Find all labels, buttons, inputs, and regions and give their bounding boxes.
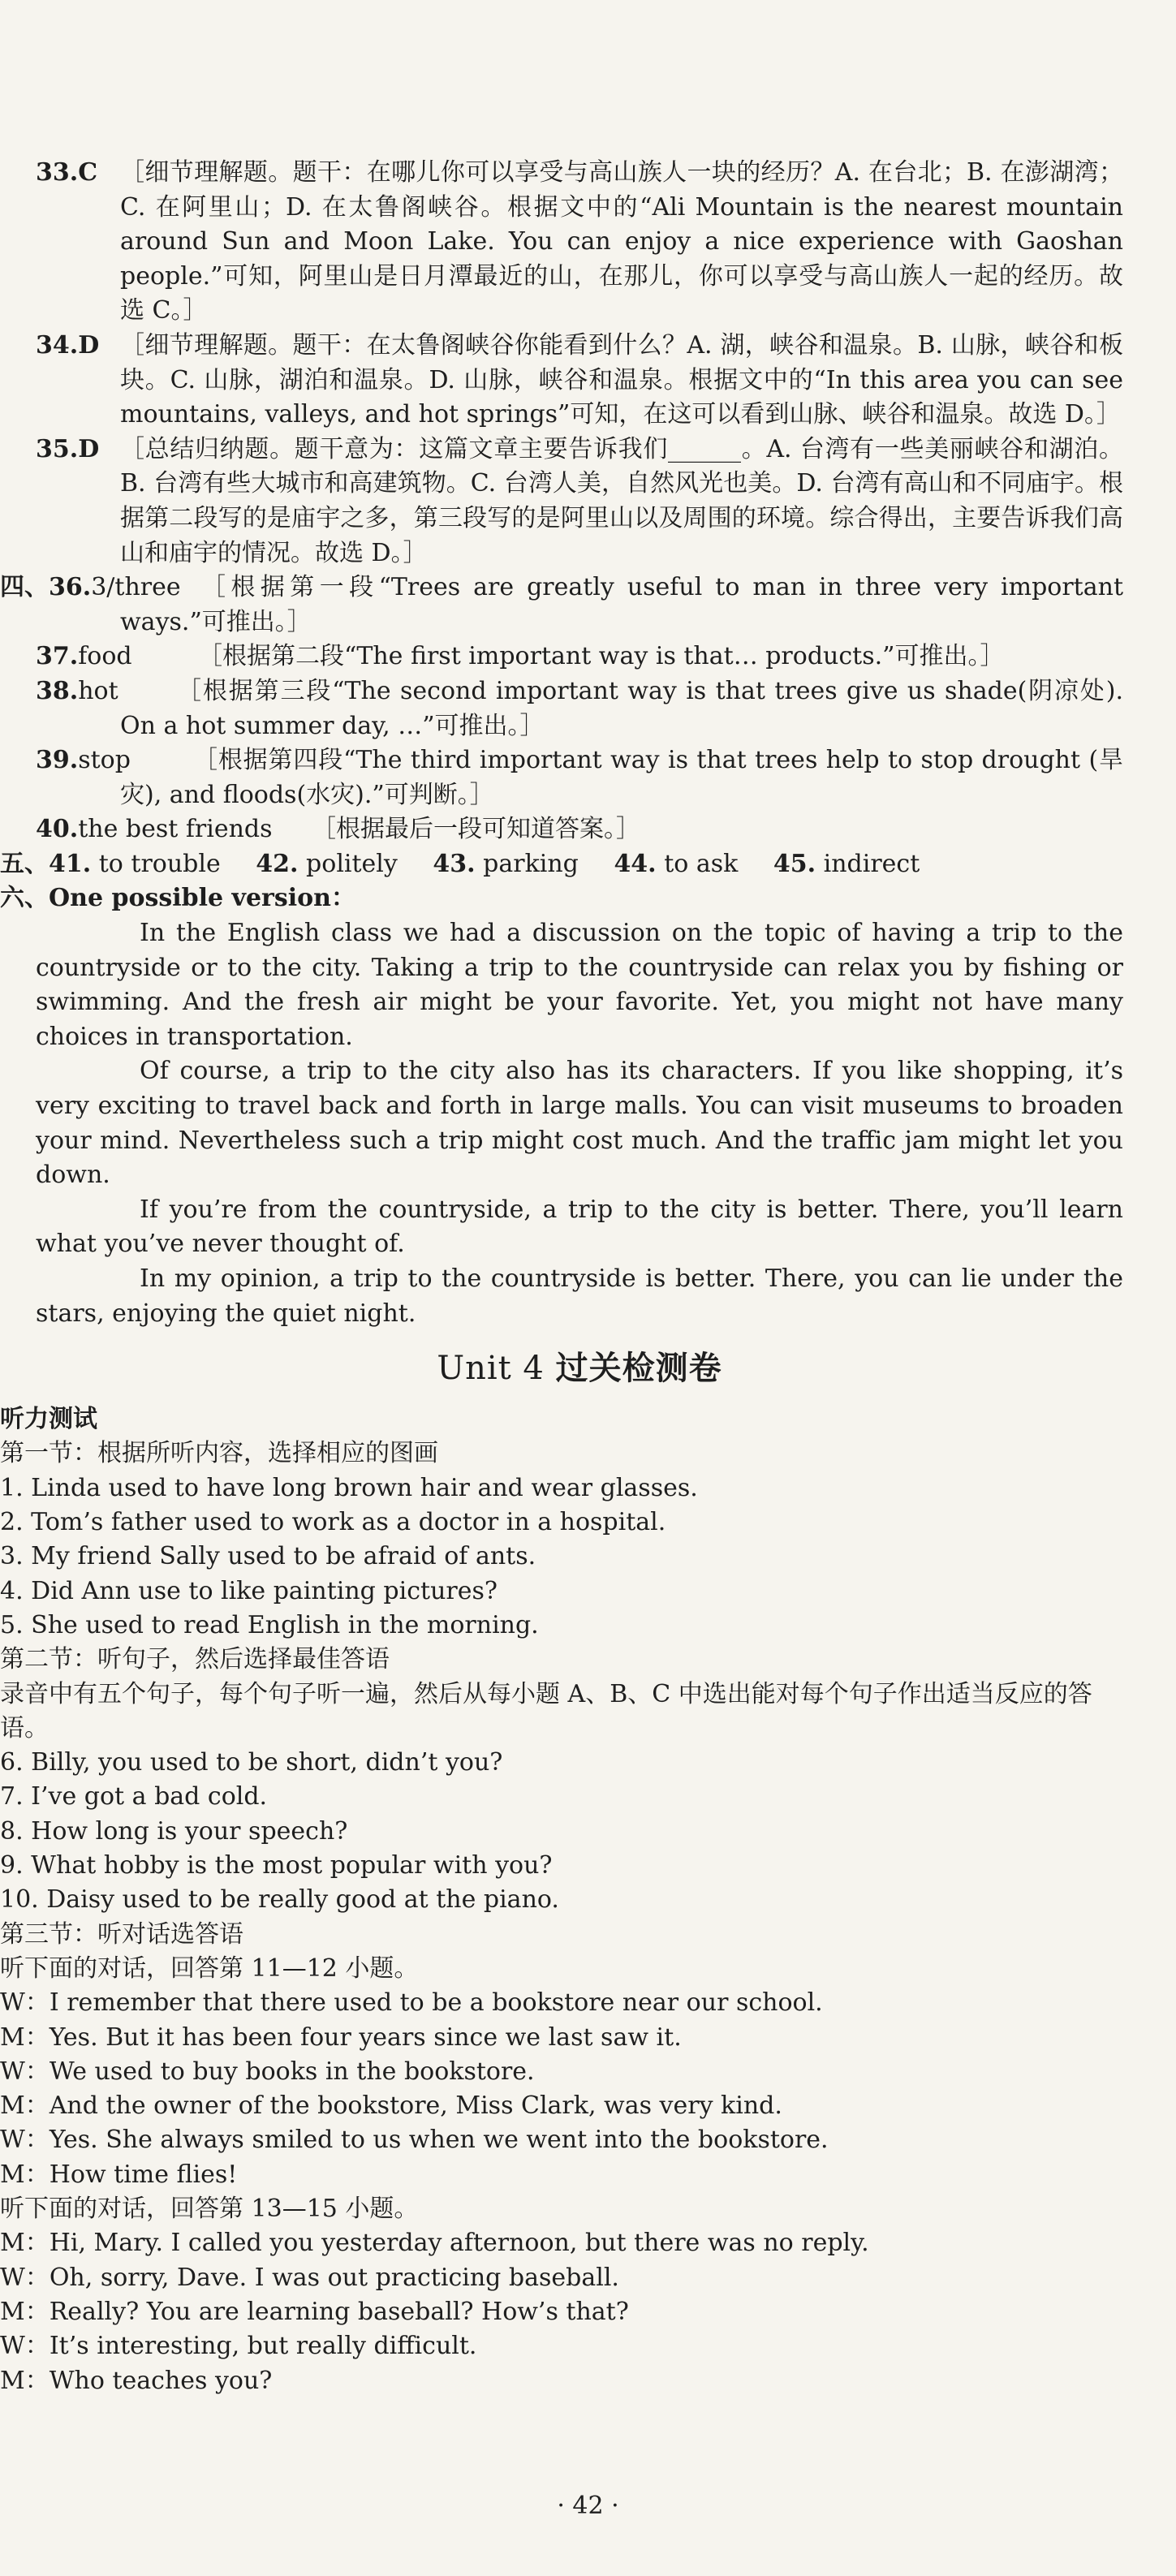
script-line: 7. I’ve got a bad cold. — [0, 1782, 268, 1811]
answer-number: 43. — [433, 849, 476, 878]
dialogue-line: M：Hi, Mary. I called you yesterday afternoon, but there was no reply. — [0, 2229, 869, 2258]
essay-paragraph: Of course, a trip to the city also has its characters. If you like shopping, it’s very exciting to travel back and forth in large malls. You can visit museums to broaden your mind. Nevertheless such a trip might cost much. And the traffic jam might let you down. — [36, 1057, 1123, 1190]
answer-number: 39. — [36, 746, 79, 775]
page-number: · 42 · — [557, 2492, 619, 2520]
script-line: 8. How long is your speech? — [0, 1816, 348, 1846]
answer-explanation: ［细节理解题。题干：在哪儿你可以享受与高山族人一块的经历？A. 在台北；B. 在澎湖湾；C. 在阿里山；D. 在太鲁阁峡谷。根据文中的“Ali Mountain is the nearest mountain around Sun and Moon Lake. You can enjoy a nice experience with Gaoshan people.”可知，阿里山是日月潭最近的山，在那儿，你可以享受与高山族人一起的经历。故选 C。］ — [120, 158, 1123, 325]
dialogue-line: W：Oh, sorry, Dave. I was out practicing baseball. — [0, 2263, 619, 2292]
answer-word: stop — [78, 746, 131, 775]
section-title: 第二节：听句子，然后选择最佳答语 — [0, 1645, 390, 1674]
unit-title — [36, 1346, 1123, 1391]
answer-33 — [36, 156, 1123, 329]
dialogue-line: W：I remember that there used to be a bookstore near our school. — [0, 1988, 823, 2018]
script-line: 5. She used to read English in the morning. — [0, 1610, 539, 1639]
section-marker: 五、 — [0, 849, 49, 878]
script-line: 10. Daisy used to be really good at the piano. — [0, 1885, 559, 1915]
answer-word: parking — [483, 849, 579, 878]
answer-explanation: ［根据第三段“The second important way is that trees give us shade(阴凉处). On a hot summer day, …”可推出。］ — [120, 676, 1123, 740]
answer-word: hot — [78, 676, 118, 705]
dialogue-line: W：It’s interesting, but really difficult. — [0, 2332, 477, 2361]
dialogue-line: W：We used to buy books in the bookstore. — [0, 2057, 535, 2086]
answer-number: 34. — [36, 330, 79, 360]
script-line: 1. Linda used to have long brown hair and wear glasses. — [0, 1473, 698, 1502]
instructions: 听下面的对话，回答第 13—15 小题。 — [0, 2195, 419, 2224]
instructions: 听下面的对话，回答第 11—12 小题。 — [0, 1954, 419, 1983]
answer-37 — [36, 640, 1123, 674]
dialogue-line: M：Yes. But it has been four years since we last saw it. — [0, 2022, 682, 2052]
answer-39 — [36, 743, 1123, 812]
section-5-answers — [0, 847, 1123, 882]
essay-body — [36, 916, 1123, 1331]
dialogue-line: M：How time flies! — [0, 2160, 238, 2189]
answer-explanation: ［总结归纳题。题干意为：这篇文章主要告诉我们______。A. 台湾有一些美丽峡谷和湖泊。B. 台湾有些大城市和高建筑物。C. 台湾人美，自然风光也美。D. 台湾有高山和不同庙宇。根据第二段写的是庙宇之多，第三段写的是阿里山以及周围的环境。综合得出，主要告诉我们高山和庙宇的情况。故选 D。］ — [120, 434, 1123, 567]
unit-number: Unit 4 — [437, 1350, 545, 1388]
answer-number: 36. — [49, 573, 92, 602]
answer-35 — [36, 433, 1123, 571]
answer-word: food — [78, 642, 132, 671]
answer-letter: D — [78, 330, 100, 360]
section-marker: 四、 — [0, 573, 49, 602]
answer-number: 44. — [614, 849, 657, 878]
answer-word: 3/three — [91, 573, 181, 602]
script-line: 3. My friend Sally used to be afraid of ants. — [0, 1542, 536, 1571]
answer-number: 40. — [36, 815, 79, 844]
answer-explanation: ［根据第四段“The third important way is that trees help to stop drought (旱灾), and floods(水灾).”可判断。］ — [120, 746, 1123, 809]
section-title: 第三节：听对话选答语 — [0, 1919, 243, 1949]
script-line: 4. Did Ann use to like painting pictures? — [0, 1576, 498, 1605]
essay-paragraph: In the English class we had a discussion on the topic of having a trip to the countryside or to the city. Taking a trip to the countryside can relax you by fishing or swimming. And the fresh air might be your favorite. Yet, you might not have many choices in transportation. — [36, 919, 1123, 1051]
answer-40 — [36, 812, 1123, 847]
listening-script — [0, 1402, 1123, 2398]
answer-34 — [36, 329, 1123, 433]
answer-explanation: ［根据第一段“Trees are greatly useful to man in three very important ways.”可推出。］ — [120, 573, 1123, 636]
essay-heading: 六、One possible version： — [0, 884, 355, 913]
essay-paragraph: In my opinion, a trip to the countryside is better. There, you can lie under the stars, enjoying the quiet night. — [36, 1264, 1123, 1328]
answer-number: 37. — [36, 642, 79, 671]
dialogue-line: M：And the owner of the bookstore, Miss Clark, was very kind. — [0, 2091, 782, 2121]
answer-word: indirect — [823, 849, 920, 878]
answer-word: to ask — [664, 849, 739, 878]
answer-block — [0, 156, 1123, 2398]
dialogue-line: M：Really? You are learning baseball? How’s that? — [0, 2297, 629, 2326]
answer-explanation: ［根据最后一段可知道答案。］ — [312, 815, 640, 844]
dialogue-line: W：Yes. She always smiled to us when we went into the bookstore. — [0, 2126, 829, 2155]
script-line: 6. Billy, you used to be short, didn’t you? — [0, 1748, 503, 1777]
answer-explanation: ［细节理解题。题干：在太鲁阁峡谷你能看到什么？A. 湖，峡谷和温泉。B. 山脉，峡谷和板块。C. 山脉，湖泊和温泉。D. 山脉，峡谷和温泉。根据文中的“In this area you can see mountains, valleys, and hot springs”可知，在这可以看到山脉、峡谷和温泉。故选 D。］ — [120, 330, 1123, 429]
answer-36 — [0, 571, 1123, 640]
answer-number: 41. — [49, 849, 92, 878]
answer-number: 42. — [256, 849, 299, 878]
unit-name: 过关检测卷 — [555, 1349, 722, 1388]
answer-word: to trouble — [98, 849, 221, 878]
dialogue-line: M：Who teaches you? — [0, 2366, 273, 2395]
script-line: 9. What hobby is the most popular with you? — [0, 1851, 553, 1880]
answer-number: 45. — [773, 849, 816, 878]
answer-letter: D — [78, 434, 100, 463]
answer-number: 33. — [36, 158, 79, 187]
answer-number: 35. — [36, 434, 79, 463]
essay-paragraph: If you’re from the countryside, a trip to the city is better. There, you’ll learn what you’ve never thought of. — [36, 1195, 1123, 1259]
section-title: 第一节：根据所听内容，选择相应的图画 — [0, 1439, 438, 1468]
answer-number: 38. — [36, 676, 79, 705]
answer-letter: C — [78, 158, 98, 187]
answer-explanation: ［根据第二段“The first important way is that… products.”可推出。］ — [198, 642, 1005, 671]
answer-38 — [36, 674, 1123, 743]
answer-word: the best friends — [78, 815, 273, 844]
script-line: 2. Tom’s father used to work as a doctor in a hospital. — [0, 1508, 666, 1537]
instructions: 录音中有五个句子，每个句子听一遍，然后从每小题 A、B、C 中选出能对每个句子作出适当反应的答语。 — [0, 1679, 1092, 1742]
listening-heading: 听力测试 — [0, 1405, 97, 1434]
answer-word: politely — [306, 849, 398, 878]
